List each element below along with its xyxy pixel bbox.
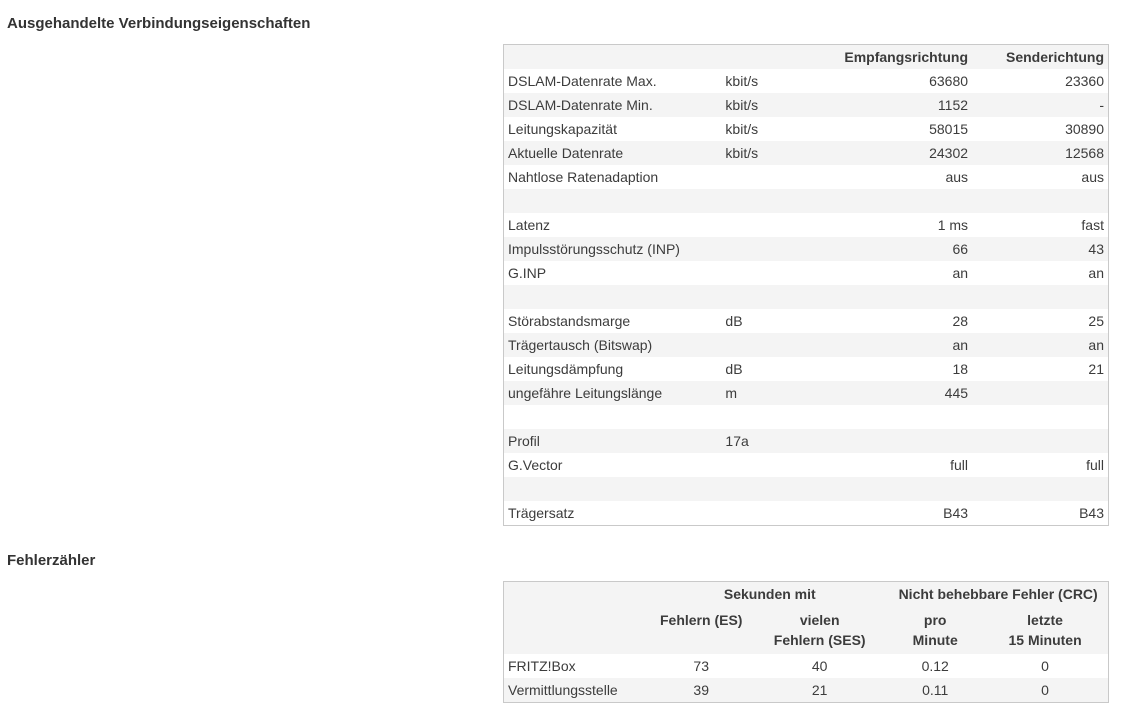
row-unit: [721, 453, 834, 477]
row-upstream-value: [972, 285, 1108, 309]
error-ses-value: 40: [811, 658, 828, 674]
error-per-minute-value: 0.11: [922, 682, 949, 698]
row-unit: [721, 333, 834, 357]
row-unit: [721, 189, 834, 213]
row-label: Trägersatz: [508, 505, 575, 521]
table-row: [504, 117, 1109, 141]
table-row: [504, 678, 1109, 703]
table-row: [504, 285, 1109, 309]
row-upstream-value: aus: [1081, 169, 1104, 185]
row-upstream-value: -: [1099, 97, 1104, 113]
table-header-row: [504, 45, 1109, 70]
error-group-header-row: [504, 582, 1109, 607]
row-unit: kbit/s: [725, 121, 759, 137]
row-unit: dB: [725, 313, 743, 329]
row-downstream-value: [834, 189, 972, 213]
row-downstream-value: 24302: [929, 145, 969, 161]
row-label: Latenz: [508, 217, 551, 233]
table-row: [504, 429, 1109, 453]
header-empty: [504, 45, 722, 70]
row-label: DSLAM-Datenrate Max.: [508, 73, 657, 89]
section-title-connection-properties: Ausgehandelte Verbindungseigenschaften: [7, 15, 311, 32]
error-per-minute-value: 0.12: [921, 658, 949, 674]
row-downstream-value: [834, 477, 972, 501]
header-unit-empty: [721, 45, 834, 70]
row-label: [504, 405, 722, 429]
row-upstream-value: fast: [1081, 217, 1104, 233]
table-row: [504, 501, 1109, 526]
header-ses-line1: vielen: [799, 612, 840, 628]
header-upstream: Senderichtung: [1005, 49, 1104, 65]
row-unit: kbit/s: [725, 97, 759, 113]
row-unit: kbit/s: [725, 73, 759, 89]
row-upstream-value: an: [1088, 265, 1104, 281]
row-downstream-value: an: [952, 265, 969, 281]
row-label: Profil: [508, 433, 540, 449]
row-upstream-value: 30890: [1065, 121, 1104, 137]
row-label: [504, 189, 722, 213]
table-row: [504, 237, 1109, 261]
row-label: Impulsstörungsschutz (INP): [508, 241, 680, 257]
row-unit: [721, 165, 834, 189]
row-upstream-value: [972, 477, 1108, 501]
row-label: [504, 285, 722, 309]
row-unit: 17a: [725, 433, 749, 449]
table-row: [504, 165, 1109, 189]
table-row: [504, 69, 1109, 93]
row-upstream-value: 12568: [1065, 145, 1104, 161]
error-last-15-value: 0: [1041, 682, 1049, 698]
header-per-minute-line2: Minute: [912, 632, 958, 648]
row-upstream-value: 25: [1088, 313, 1104, 329]
error-row-label: FRITZ!Box: [508, 658, 576, 674]
row-upstream-value: 21: [1088, 361, 1104, 377]
row-downstream-value: 1 ms: [937, 217, 969, 233]
row-unit: m: [725, 385, 738, 401]
row-downstream-value: full: [950, 457, 969, 473]
row-downstream-value: aus: [945, 169, 969, 185]
row-label: Nahtlose Ratenadaption: [508, 169, 659, 185]
header-last-15-line1: letzte: [1027, 612, 1063, 628]
row-downstream-value: 58015: [929, 121, 969, 137]
row-label: G.Vector: [508, 457, 563, 473]
row-upstream-value: B43: [1079, 505, 1104, 521]
header-last-15-minutes: [982, 606, 1108, 654]
table-row: [504, 477, 1109, 501]
row-upstream-value: an: [1088, 337, 1104, 353]
error-subheader-empty: [504, 606, 652, 654]
table-row: [504, 333, 1109, 357]
error-ses-value: 21: [811, 682, 828, 698]
row-label: ungefähre Leitungslänge: [508, 385, 663, 401]
error-es-value: 39: [693, 682, 709, 698]
header-es: [651, 606, 751, 654]
table-row: [504, 261, 1109, 285]
row-downstream-value: B43: [943, 505, 969, 521]
row-label: Aktuelle Datenrate: [508, 145, 624, 161]
row-downstream-value: 66: [952, 241, 969, 257]
row-downstream-value: an: [952, 337, 969, 353]
table-row: [504, 93, 1109, 117]
row-upstream-value: [972, 189, 1108, 213]
header-per-minute-line1: pro: [923, 612, 947, 628]
header-per-minute: [888, 606, 982, 654]
table-row: [504, 309, 1109, 333]
header-seconds-with: Sekunden mit: [723, 586, 816, 602]
error-counter-table: [503, 581, 1109, 703]
table-row: [504, 357, 1109, 381]
table-row: [504, 381, 1109, 405]
row-unit: kbit/s: [725, 145, 759, 161]
error-subheader-row: [504, 606, 1109, 654]
error-last-15-value: 0: [1041, 658, 1049, 674]
row-downstream-value: [834, 429, 972, 453]
row-downstream-value: 445: [944, 385, 969, 401]
table-row: [504, 189, 1109, 213]
row-label: Störabstandsmarge: [508, 313, 631, 329]
table-row: [504, 405, 1109, 429]
row-downstream-value: 18: [952, 361, 969, 377]
row-label: [504, 477, 722, 501]
table-row: [504, 453, 1109, 477]
row-label: Trägertausch (Bitswap): [508, 337, 653, 353]
row-unit: [721, 261, 834, 285]
row-unit: [721, 213, 834, 237]
row-unit: [721, 237, 834, 261]
row-downstream-value: 28: [952, 313, 969, 329]
section-title-error-counter: Fehlerzähler: [7, 552, 96, 569]
row-unit: [721, 501, 834, 526]
row-downstream-value: [834, 285, 972, 309]
row-upstream-value: [972, 405, 1108, 429]
row-label: G.INP: [508, 265, 547, 281]
row-label: DSLAM-Datenrate Min.: [508, 97, 653, 113]
row-upstream-value: 43: [1088, 241, 1104, 257]
row-label: Leitungskapazität: [508, 121, 617, 137]
row-label: Leitungsdämpfung: [508, 361, 624, 377]
row-upstream-value: [972, 429, 1108, 453]
header-downstream: Empfangsrichtung: [844, 49, 969, 65]
table-row: [504, 654, 1109, 678]
row-upstream-value: [972, 381, 1108, 405]
row-unit: [721, 285, 834, 309]
row-unit: [721, 477, 834, 501]
error-row-label: Vermittlungsstelle: [508, 682, 618, 698]
header-es-label: Fehlern (ES): [659, 612, 743, 628]
row-downstream-value: [834, 405, 972, 429]
error-header-empty: [504, 582, 652, 607]
table-row: [504, 141, 1109, 165]
header-crc-errors: Nicht behebbare Fehler (CRC): [898, 586, 1098, 602]
header-ses-line2: Fehlern (SES): [773, 632, 866, 648]
row-upstream-value: 23360: [1065, 73, 1104, 89]
row-unit: [721, 405, 834, 429]
row-upstream-value: full: [1086, 457, 1104, 473]
error-es-value: 73: [693, 658, 709, 674]
row-downstream-value: 63680: [929, 73, 969, 89]
row-unit: dB: [725, 361, 743, 377]
table-row: [504, 213, 1109, 237]
row-downstream-value: 1152: [937, 97, 969, 113]
header-last-15-line2: 15 Minuten: [1008, 632, 1082, 648]
connection-properties-table: [503, 44, 1109, 526]
header-ses: [751, 606, 888, 654]
